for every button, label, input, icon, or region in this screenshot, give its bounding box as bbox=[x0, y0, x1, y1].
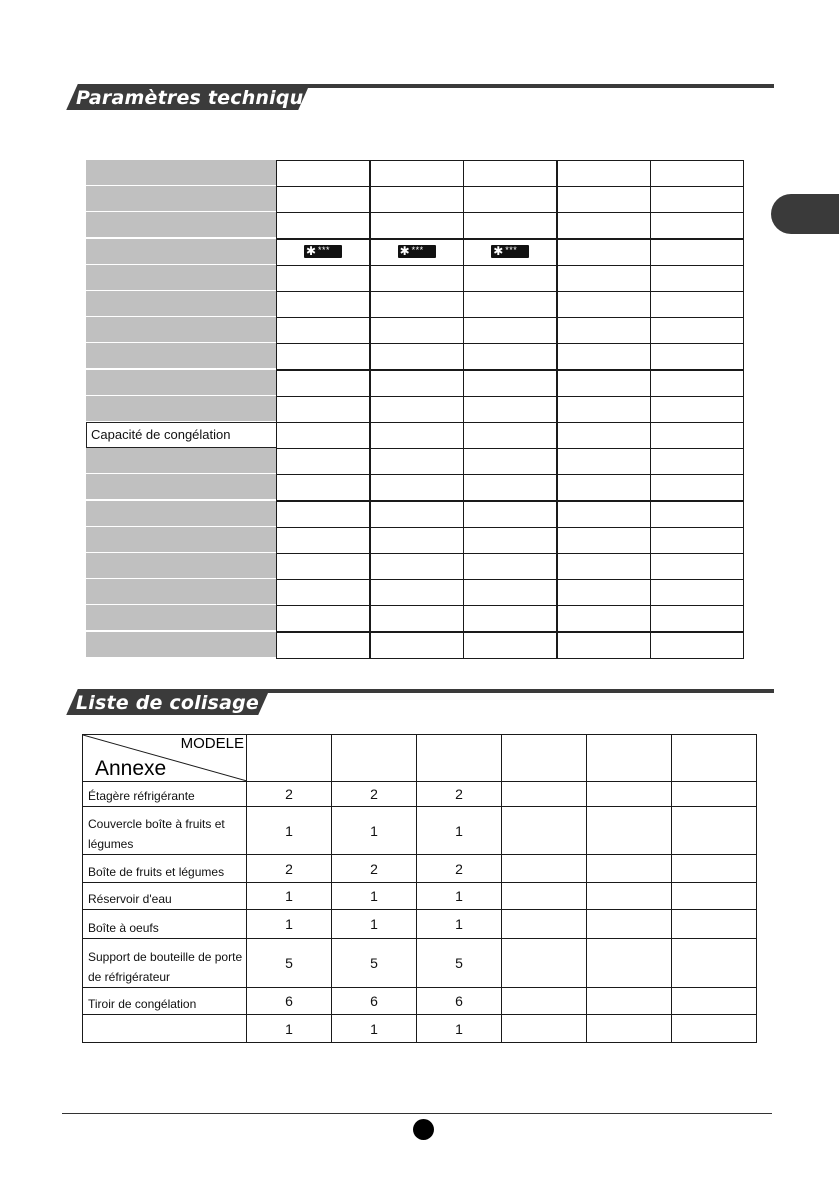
packing-quantity bbox=[587, 807, 672, 855]
packing-quantity: 1 bbox=[247, 1015, 332, 1043]
tech-value-cell bbox=[463, 186, 557, 213]
tech-value-cell bbox=[276, 501, 370, 528]
tech-value-cell bbox=[650, 448, 744, 475]
side-chapter-tab bbox=[771, 194, 839, 234]
tech-value-cell bbox=[276, 343, 370, 370]
tech-value-cell bbox=[276, 317, 370, 344]
packing-quantity: 5 bbox=[247, 939, 332, 988]
tech-value-cell bbox=[557, 343, 651, 370]
banner-rule bbox=[252, 689, 774, 693]
tech-value-cell bbox=[370, 317, 464, 344]
packing-item-label bbox=[83, 1015, 247, 1043]
banner-rule bbox=[292, 84, 774, 88]
tech-value-cell bbox=[463, 265, 557, 292]
packing-quantity: 5 bbox=[417, 939, 502, 988]
section-banner-technical bbox=[62, 84, 774, 114]
packing-quantity: 2 bbox=[417, 782, 502, 807]
packing-quantity bbox=[587, 988, 672, 1015]
tech-value-cell bbox=[650, 370, 744, 397]
packing-quantity: 1 bbox=[417, 1015, 502, 1043]
tech-row-label bbox=[86, 448, 277, 474]
packing-quantity bbox=[672, 910, 757, 939]
tech-row-label bbox=[86, 317, 277, 343]
tech-value-cell bbox=[557, 317, 651, 344]
tech-row-label bbox=[86, 474, 277, 500]
tech-value-cell bbox=[463, 422, 557, 449]
page-number-dot bbox=[413, 1119, 434, 1140]
model-header-cell bbox=[417, 735, 502, 782]
tech-value-cell bbox=[557, 160, 651, 187]
model-header-cell bbox=[587, 735, 672, 782]
model-header-cell bbox=[247, 735, 332, 782]
tech-value-cell bbox=[463, 370, 557, 397]
freezer-star-rating-icon: ✱ *** bbox=[304, 245, 342, 258]
tech-value-cell bbox=[557, 474, 651, 501]
tech-value-cell bbox=[370, 579, 464, 606]
tech-value-cell bbox=[370, 239, 464, 266]
packing-quantity bbox=[672, 782, 757, 807]
packing-row bbox=[83, 883, 757, 910]
packing-quantity bbox=[502, 910, 587, 939]
header-annex-label: Annexe bbox=[95, 757, 167, 780]
header-model-label: MODELE bbox=[180, 735, 244, 752]
packing-quantity bbox=[672, 1015, 757, 1043]
tech-value-cell bbox=[650, 239, 744, 266]
tech-row-label bbox=[86, 370, 277, 396]
tech-value-cell bbox=[557, 579, 651, 606]
tech-value-cell bbox=[370, 265, 464, 292]
tech-value-cell bbox=[463, 212, 557, 239]
tech-value-cell bbox=[650, 579, 744, 606]
packing-quantity: 2 bbox=[247, 782, 332, 807]
packing-quantity: 5 bbox=[332, 939, 417, 988]
tech-value-cell bbox=[463, 160, 557, 187]
packing-quantity: 1 bbox=[332, 1015, 417, 1043]
tech-value-cell bbox=[650, 527, 744, 554]
freezer-star-rating-icon: ✱ *** bbox=[491, 245, 529, 258]
packing-quantity: 2 bbox=[332, 855, 417, 883]
tech-row-label bbox=[86, 239, 277, 265]
packing-quantity: 1 bbox=[332, 910, 417, 939]
tech-value-cell bbox=[370, 553, 464, 580]
packing-quantity bbox=[672, 807, 757, 855]
packing-row bbox=[83, 782, 757, 807]
tech-value-cell bbox=[370, 422, 464, 449]
tech-value-cell bbox=[276, 527, 370, 554]
tech-row-label bbox=[86, 186, 277, 212]
tech-value-cell bbox=[650, 343, 744, 370]
packing-item-label: Support de bouteille de porte de réfrigérateur bbox=[83, 939, 247, 988]
tech-value-cell bbox=[276, 605, 370, 632]
packing-row bbox=[83, 988, 757, 1015]
tech-value-cell bbox=[276, 474, 370, 501]
packing-quantity: 1 bbox=[332, 883, 417, 910]
tech-value-cell bbox=[557, 239, 651, 266]
tech-value-cell bbox=[463, 343, 557, 370]
packing-item-label: Boîte de fruits et légumes bbox=[83, 855, 247, 883]
packing-quantity bbox=[587, 910, 672, 939]
packing-quantity: 1 bbox=[332, 807, 417, 855]
packing-quantity bbox=[502, 807, 587, 855]
packing-quantity bbox=[587, 1015, 672, 1043]
packing-quantity bbox=[672, 988, 757, 1015]
tech-value-cell bbox=[370, 501, 464, 528]
packing-quantity: 1 bbox=[247, 807, 332, 855]
tech-value-cell bbox=[463, 579, 557, 606]
packing-quantity: 1 bbox=[417, 883, 502, 910]
tech-value-cell bbox=[276, 632, 370, 659]
tech-row-label bbox=[86, 579, 277, 605]
tech-value-cell bbox=[557, 370, 651, 397]
tech-value-cell bbox=[276, 186, 370, 213]
packing-row bbox=[83, 910, 757, 939]
packing-quantity: 2 bbox=[417, 855, 502, 883]
tech-value-cell bbox=[650, 605, 744, 632]
tech-value-cell bbox=[650, 212, 744, 239]
tech-value-cell bbox=[276, 160, 370, 187]
tech-row-label bbox=[86, 632, 277, 658]
packing-quantity bbox=[672, 883, 757, 910]
tech-row-label bbox=[86, 396, 277, 422]
tech-value-cell bbox=[463, 448, 557, 475]
tech-value-cell bbox=[557, 501, 651, 528]
tech-row-label bbox=[86, 527, 277, 553]
packing-quantity: 1 bbox=[417, 910, 502, 939]
packing-item-label: Réservoir d'eau bbox=[83, 883, 247, 910]
tech-value-cell bbox=[370, 370, 464, 397]
packing-item-label: Tiroir de congélation bbox=[83, 988, 247, 1015]
packing-quantity: 1 bbox=[417, 807, 502, 855]
tech-value-cell bbox=[557, 553, 651, 580]
tech-value-cell bbox=[276, 553, 370, 580]
packing-quantity bbox=[502, 988, 587, 1015]
tech-row-label bbox=[86, 160, 277, 186]
packing-row bbox=[83, 1015, 757, 1043]
tech-value-cell bbox=[276, 239, 370, 266]
model-header-cell bbox=[502, 735, 587, 782]
packing-quantity bbox=[502, 1015, 587, 1043]
tech-value-cell bbox=[650, 422, 744, 449]
tech-value-cell bbox=[370, 186, 464, 213]
section-title-packing: Liste de colisage bbox=[76, 692, 259, 714]
tech-value-cell bbox=[557, 396, 651, 423]
tech-value-cell bbox=[650, 632, 744, 659]
tech-row-label bbox=[86, 605, 277, 631]
tech-value-cell bbox=[557, 212, 651, 239]
packing-quantity bbox=[587, 855, 672, 883]
section-title-technical: Paramètres techniques bbox=[76, 87, 328, 109]
tech-value-cell bbox=[370, 343, 464, 370]
tech-value-cell bbox=[463, 553, 557, 580]
packing-quantity bbox=[502, 883, 587, 910]
tech-value-cell bbox=[276, 422, 370, 449]
tech-row-label bbox=[86, 291, 277, 317]
tech-value-cell bbox=[276, 579, 370, 606]
tech-value-cell bbox=[463, 501, 557, 528]
tech-value-cell bbox=[276, 396, 370, 423]
packing-quantity bbox=[587, 883, 672, 910]
tech-value-cell bbox=[650, 186, 744, 213]
tech-value-cell bbox=[650, 291, 744, 318]
packing-list-table bbox=[82, 734, 757, 1043]
tech-value-cell bbox=[650, 501, 744, 528]
tech-value-cell bbox=[370, 291, 464, 318]
header-diagonal-cell bbox=[83, 735, 247, 782]
tech-value-cell bbox=[463, 632, 557, 659]
tech-value-cell bbox=[463, 239, 557, 266]
packing-quantity bbox=[502, 855, 587, 883]
packing-row bbox=[83, 807, 757, 855]
tech-value-cell bbox=[557, 422, 651, 449]
tech-value-cell bbox=[557, 448, 651, 475]
model-header-cell bbox=[672, 735, 757, 782]
packing-quantity: 2 bbox=[247, 855, 332, 883]
packing-item-label: Étagère réfrigérante bbox=[83, 782, 247, 807]
tech-row-label bbox=[86, 553, 277, 579]
tech-value-cell bbox=[276, 265, 370, 292]
tech-row-label bbox=[86, 343, 277, 369]
tech-value-cell bbox=[463, 474, 557, 501]
tech-value-cell bbox=[370, 448, 464, 475]
model-header-cell bbox=[332, 735, 417, 782]
tech-value-cell bbox=[463, 527, 557, 554]
tech-value-cell bbox=[650, 474, 744, 501]
tech-value-cell bbox=[650, 265, 744, 292]
tech-value-cell bbox=[650, 396, 744, 423]
tech-row-label bbox=[86, 265, 277, 291]
tech-value-cell bbox=[370, 212, 464, 239]
tech-value-cell bbox=[276, 291, 370, 318]
tech-value-cell bbox=[557, 527, 651, 554]
tech-value-cell bbox=[557, 186, 651, 213]
packing-quantity bbox=[672, 855, 757, 883]
packing-row bbox=[83, 939, 757, 988]
packing-quantity: 1 bbox=[247, 910, 332, 939]
footer-rule bbox=[62, 1113, 772, 1114]
packing-quantity bbox=[587, 782, 672, 807]
tech-row-label bbox=[86, 501, 277, 527]
tech-value-cell bbox=[276, 212, 370, 239]
packing-quantity bbox=[502, 782, 587, 807]
tech-value-cell bbox=[370, 632, 464, 659]
tech-value-cell bbox=[463, 605, 557, 632]
packing-item-label: Couvercle boîte à fruits et légumes bbox=[83, 807, 247, 855]
tech-value-cell bbox=[463, 317, 557, 344]
tech-value-cell bbox=[276, 448, 370, 475]
tech-value-cell bbox=[463, 396, 557, 423]
tech-value-cell bbox=[557, 265, 651, 292]
packing-quantity: 6 bbox=[417, 988, 502, 1015]
packing-row bbox=[83, 855, 757, 883]
packing-quantity: 6 bbox=[332, 988, 417, 1015]
tech-value-cell bbox=[557, 605, 651, 632]
tech-value-cell bbox=[463, 291, 557, 318]
tech-value-cell bbox=[370, 160, 464, 187]
tech-row-label: Capacité de congélation bbox=[86, 422, 277, 448]
section-banner-packing bbox=[62, 689, 774, 719]
freezer-star-rating-icon: ✱ *** bbox=[398, 245, 436, 258]
tech-value-cell bbox=[650, 317, 744, 344]
tech-value-cell bbox=[557, 291, 651, 318]
packing-header-row bbox=[83, 735, 757, 782]
packing-quantity: 2 bbox=[332, 782, 417, 807]
packing-quantity bbox=[672, 939, 757, 988]
tech-value-cell bbox=[557, 632, 651, 659]
tech-value-cell bbox=[370, 396, 464, 423]
packing-quantity: 6 bbox=[247, 988, 332, 1015]
tech-value-cell bbox=[370, 527, 464, 554]
tech-row-label bbox=[86, 212, 277, 238]
packing-quantity bbox=[587, 939, 672, 988]
packing-quantity: 1 bbox=[247, 883, 332, 910]
tech-value-cell bbox=[370, 474, 464, 501]
packing-item-label: Boîte à oeufs bbox=[83, 910, 247, 939]
packing-quantity bbox=[502, 939, 587, 988]
tech-value-cell bbox=[370, 605, 464, 632]
tech-value-cell bbox=[276, 370, 370, 397]
tech-value-cell bbox=[650, 160, 744, 187]
tech-value-cell bbox=[650, 553, 744, 580]
